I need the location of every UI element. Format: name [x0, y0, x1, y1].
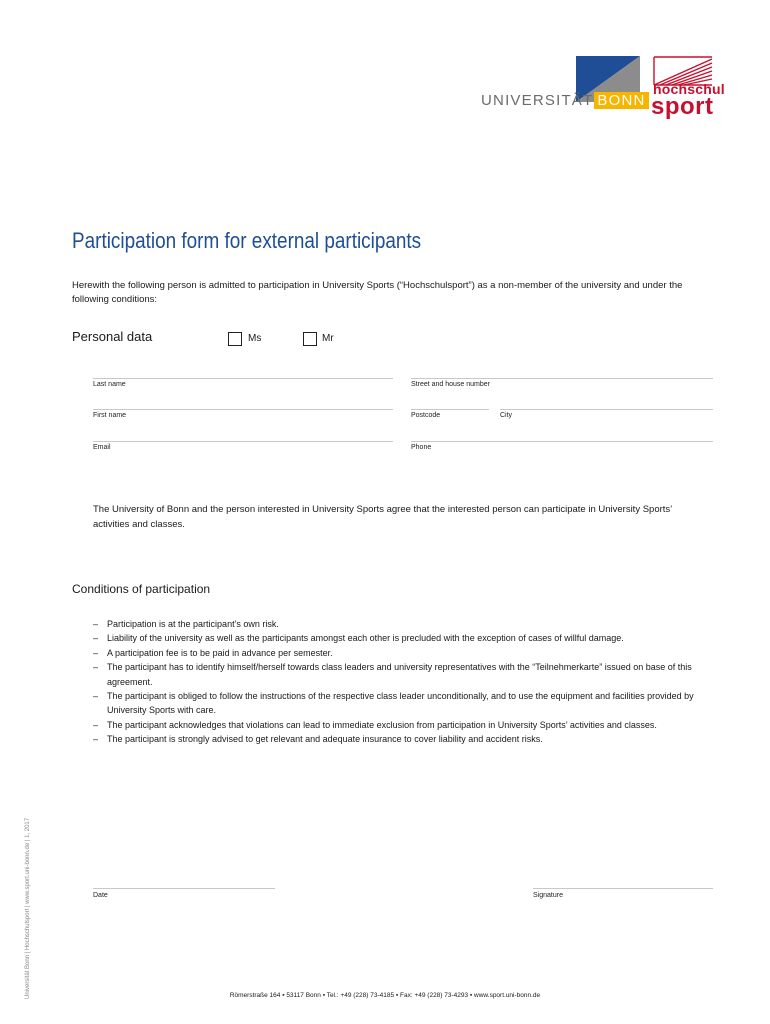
- dash-bullet: –: [93, 619, 99, 629]
- page-title: Participation form for external participants: [72, 228, 422, 253]
- condition-item: – Liability of the university as well as the participants amongst each other is precluded with the exception of cases of willful damage.: [93, 631, 713, 645]
- condition-item: – The participant is obliged to follow the instructions of the respective class leader unconditionally, and to use the equipment and facilities provided by University Sports with care.: [93, 691, 694, 716]
- phone-label: Phone: [411, 444, 432, 451]
- dash-bullet: –: [93, 662, 99, 673]
- university-wordmark-highlight: BONN: [594, 92, 648, 109]
- first-name-label: First name: [93, 412, 127, 419]
- checkbox-ms-label: Ms: [248, 333, 262, 344]
- dash-bullet: –: [93, 647, 99, 658]
- signature-label: Signature: [533, 892, 563, 899]
- personal-data-heading: Personal data: [72, 329, 153, 344]
- street-field[interactable]: [411, 378, 713, 379]
- dash-bullet: –: [93, 734, 99, 745]
- intro-text: Herewith the following person is admitted to participation in University Sports (“Hochschulsport”) as a non-member of the university and under the following conditions:: [72, 280, 683, 305]
- conditions-list: [93, 617, 713, 747]
- checkbox-ms[interactable]: [228, 332, 242, 346]
- first-name-field[interactable]: [93, 409, 393, 410]
- dash-bullet: –: [93, 633, 99, 644]
- university-wordmark: UNIVERSITÄT BONN: [481, 92, 649, 109]
- signature-field[interactable]: [533, 888, 713, 889]
- street-label: Street and house number: [411, 381, 490, 388]
- condition-item: – Participation is at the participant’s own risk.: [93, 617, 713, 631]
- side-imprint: Universität Bonn | Hochschulsport | www.sport.uni-bonn.de | 1, 2017: [25, 817, 31, 999]
- postcode-field[interactable]: [411, 409, 489, 410]
- condition-item: – A participation fee is to be paid in advance per semester.: [93, 646, 713, 660]
- hochschulsport-logo-text-bottom: sport: [651, 93, 714, 120]
- last-name-label: Last name: [93, 381, 126, 388]
- date-label: Date: [93, 892, 108, 899]
- hochschulsport-logo-text-top: hochschul: [653, 81, 725, 97]
- city-label: City: [500, 412, 513, 419]
- footer-address: Römerstraße 164 ▪ 53117 Bonn ▪ Tel.: +49 (228) 73-4185 ▪ Fax: +49 (228) 73-4293 ▪ www.sport.uni-bonn.de: [229, 992, 541, 999]
- dash-bullet: –: [93, 691, 99, 702]
- postcode-label: Postcode: [411, 412, 441, 419]
- city-field[interactable]: [500, 409, 713, 410]
- phone-field[interactable]: [411, 441, 713, 442]
- last-name-field[interactable]: [93, 378, 393, 379]
- agreement-text: The University of Bonn and the person interested in University Sports agree that the interested person can participate in University Sports’ activities and classes.: [93, 504, 672, 530]
- condition-item: – The participant is strongly advised to get relevant and adequate insurance to cover liability and accident risks.: [93, 732, 713, 746]
- email-field[interactable]: [93, 441, 393, 442]
- date-field[interactable]: [93, 888, 275, 889]
- dash-bullet: –: [93, 719, 99, 730]
- checkbox-mr-label: Mr: [322, 333, 334, 344]
- email-label: Email: [93, 444, 111, 451]
- condition-item: – The participant acknowledges that violations can lead to immediate exclusion from participation in University Sports’ activities and classes.: [93, 718, 713, 732]
- condition-item: – The participant has to identify himself/herself towards class leaders and university representatives with the “Teilnehmerkarte” issued on base of this agreement.: [93, 662, 692, 687]
- conditions-heading: Conditions of participation: [72, 582, 211, 596]
- checkbox-mr[interactable]: [303, 332, 317, 346]
